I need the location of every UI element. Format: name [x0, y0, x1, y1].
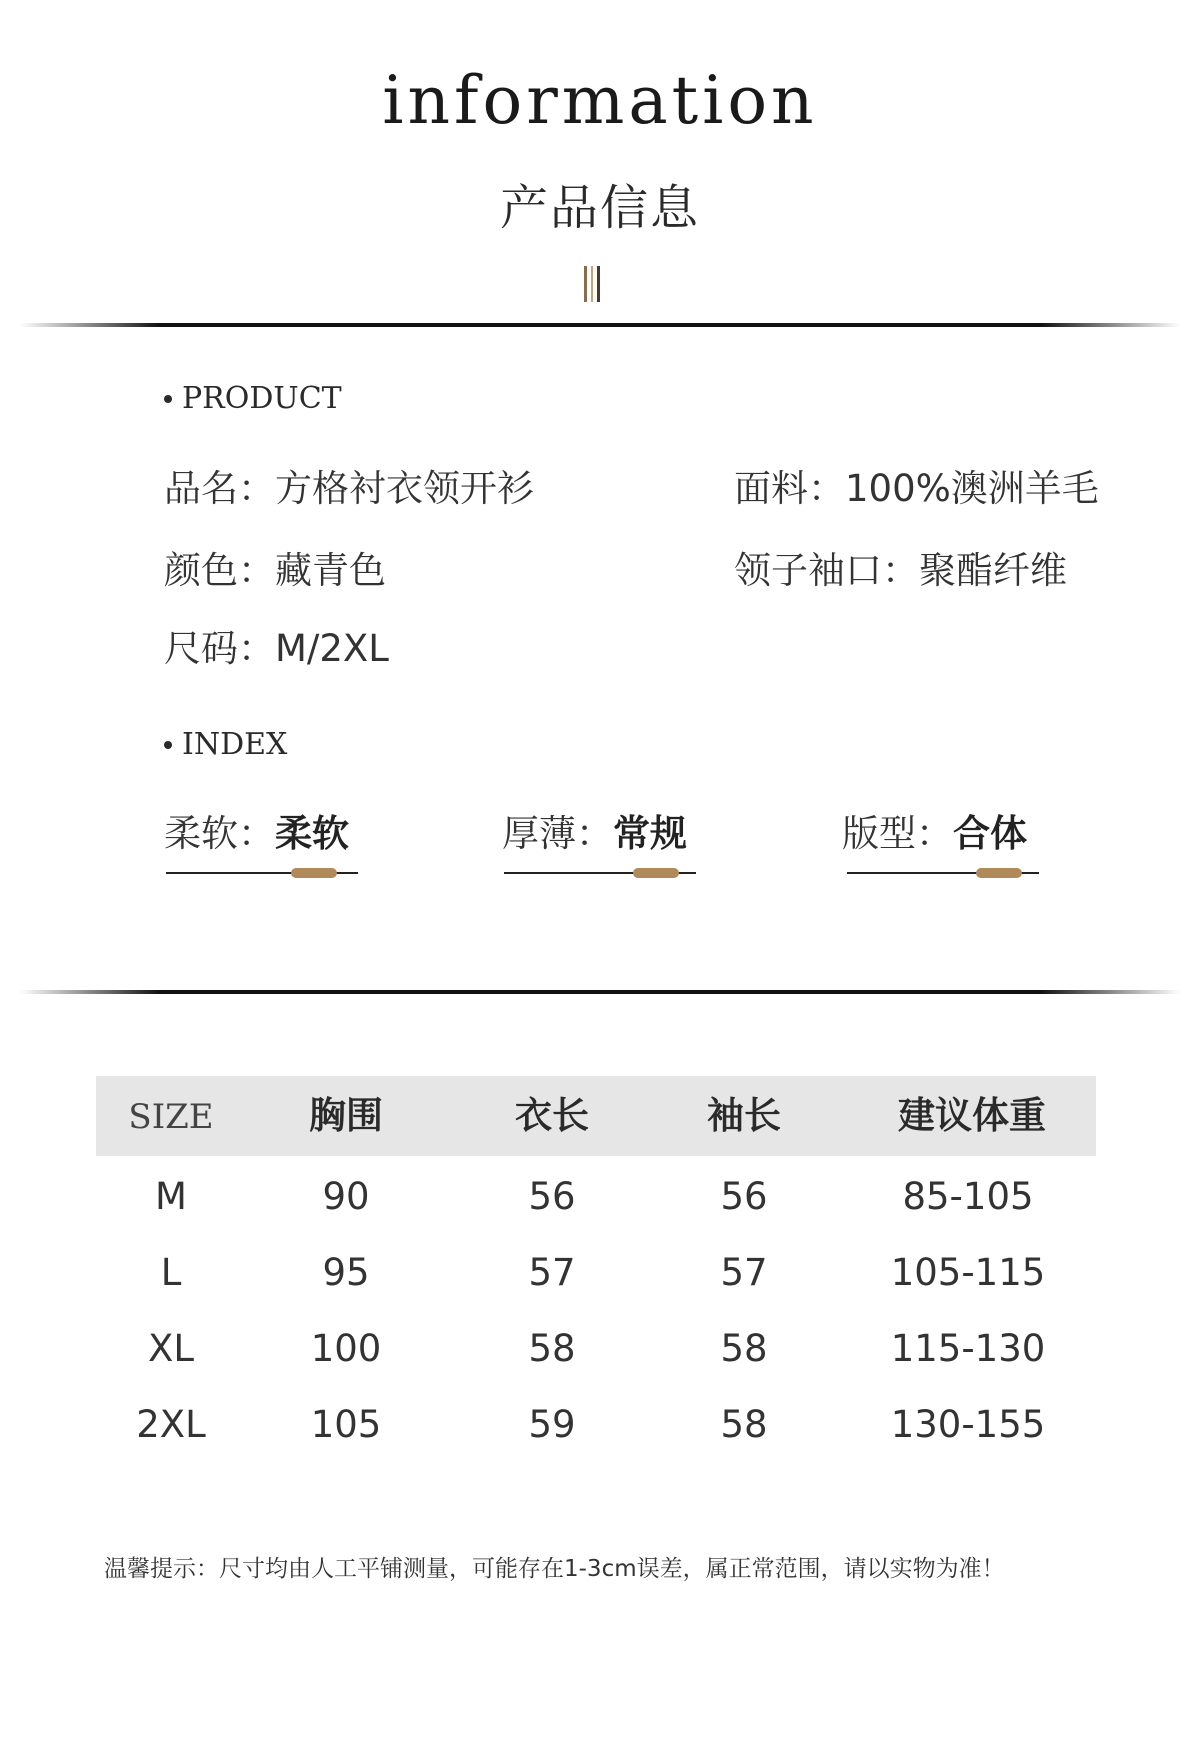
index-section-label: INDEX — [182, 727, 288, 762]
title-chinese: 产品信息 — [499, 180, 700, 236]
product-collar-cuff: 领子袖口：聚酯纤维 — [734, 549, 1067, 592]
decorative-bars-icon — [584, 266, 604, 302]
index-thickness — [502, 812, 687, 855]
product-fabric: 面料：100%澳洲羊毛 — [734, 467, 1099, 510]
cell-sleeve: 57 — [720, 1251, 768, 1294]
thickness-indicator — [633, 868, 679, 878]
cell-chest: 90 — [322, 1175, 370, 1218]
header-chest: 胸围 — [309, 1094, 383, 1137]
cell-length: 59 — [528, 1403, 576, 1446]
top-divider — [20, 323, 1180, 327]
cell-sleeve: 56 — [720, 1175, 768, 1218]
cell-weight: 85-105 — [902, 1175, 1034, 1218]
index-label: 厚薄： — [502, 812, 613, 855]
cell-chest: 100 — [310, 1327, 382, 1370]
table-row — [96, 1251, 1096, 1314]
cell-size: M — [155, 1175, 187, 1218]
measurement-tip: 温馨提示：尺寸均由人工平铺测量，可能存在1-3cm误差，属正常范围，请以实物为准！ — [104, 1556, 1005, 1582]
fit-indicator — [976, 868, 1022, 878]
cell-weight: 115-130 — [890, 1327, 1046, 1370]
cell-weight: 130-155 — [890, 1403, 1046, 1446]
cell-length: 56 — [528, 1175, 576, 1218]
product-section-label: PRODUCT — [182, 381, 342, 416]
cell-sleeve: 58 — [720, 1327, 768, 1370]
thickness-scale — [504, 872, 696, 874]
size-table-header — [96, 1076, 1096, 1156]
cell-size: XL — [148, 1327, 194, 1370]
table-row — [96, 1403, 1096, 1466]
cell-chest: 95 — [322, 1251, 370, 1294]
table-row — [96, 1175, 1096, 1238]
index-fit — [842, 812, 1027, 855]
header-sleeve: 袖长 — [707, 1094, 781, 1137]
index-softness — [164, 812, 349, 855]
index-value: 合体 — [953, 812, 1027, 855]
bullet-icon — [164, 741, 172, 749]
index-value: 常规 — [613, 812, 687, 855]
title-english: information — [382, 62, 818, 139]
header-weight: 建议体重 — [898, 1094, 1046, 1137]
index-label: 版型： — [842, 812, 953, 855]
product-sizes: 尺码：M/2XL — [164, 627, 389, 670]
index-value: 柔软 — [275, 812, 349, 855]
index-section-header — [164, 727, 288, 762]
fit-scale — [847, 872, 1039, 874]
product-section-header — [164, 381, 342, 416]
bullet-icon — [164, 395, 172, 403]
cell-sleeve: 58 — [720, 1403, 768, 1446]
product-color: 颜色：藏青色 — [164, 549, 386, 592]
cell-weight: 105-115 — [890, 1251, 1046, 1294]
cell-size: 2XL — [136, 1403, 206, 1446]
product-name: 品名：方格衬衣领开衫 — [164, 467, 534, 510]
cell-size: L — [160, 1251, 182, 1294]
cell-chest: 105 — [310, 1403, 382, 1446]
cell-length: 57 — [528, 1251, 576, 1294]
softness-scale — [166, 872, 358, 874]
softness-indicator — [291, 868, 337, 878]
table-row — [96, 1327, 1096, 1390]
header-length: 衣长 — [515, 1094, 589, 1137]
header-size: SIZE — [128, 1097, 214, 1137]
index-label: 柔软： — [164, 812, 275, 855]
cell-length: 58 — [528, 1327, 576, 1370]
middle-divider — [20, 990, 1180, 994]
